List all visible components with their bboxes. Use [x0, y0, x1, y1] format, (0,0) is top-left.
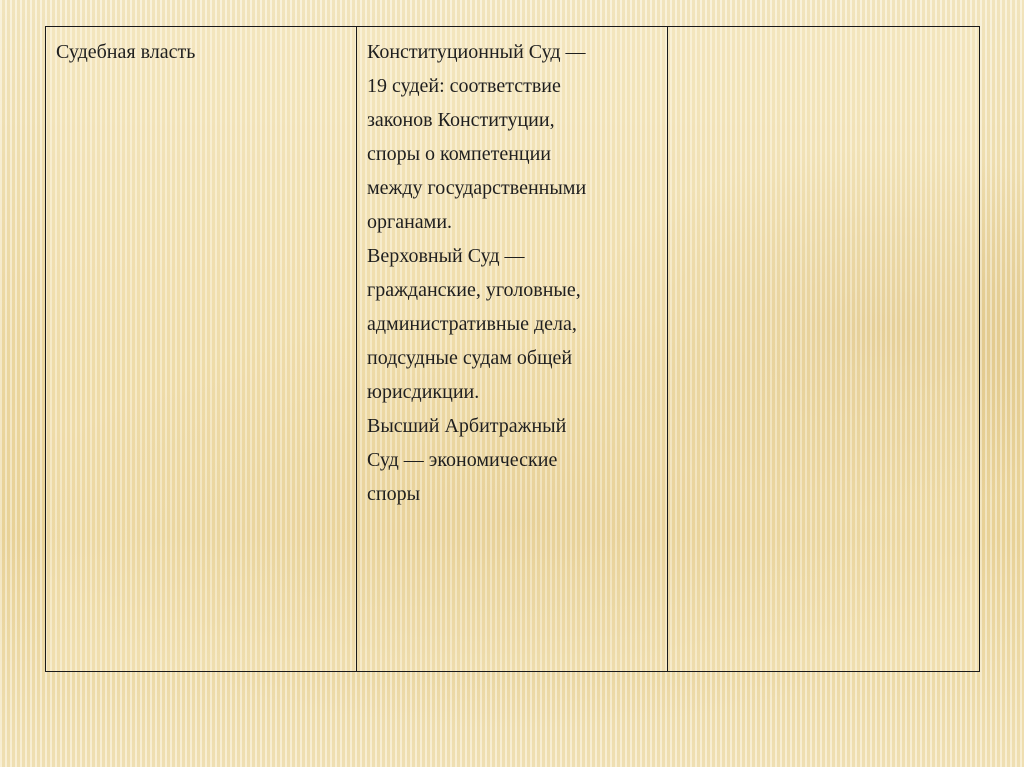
description-line: между государственными — [367, 177, 587, 199]
description-line: споры — [367, 483, 421, 505]
description-line: споры о компетенции — [367, 143, 552, 165]
description-line: гражданские, уголовные, — [367, 279, 581, 301]
description-line: 19 судей: соответствие — [367, 75, 561, 97]
description-line: законов Конституции, — [367, 109, 555, 131]
branch-label: Судебная власть — [56, 41, 196, 63]
description-line: органами. — [367, 211, 453, 233]
description-line: юрисдикции. — [367, 381, 480, 403]
description-line: административные дела, — [367, 313, 577, 335]
description-line: Высший Арбитражный — [367, 415, 567, 437]
description-line: подсудные судам общей — [367, 347, 573, 369]
description-line: Суд — экономические — [367, 449, 558, 471]
content-table — [45, 26, 980, 672]
empty-cell — [668, 27, 980, 672]
description-line: Конституционный Суд — — [367, 41, 586, 63]
table-row — [46, 27, 980, 672]
description-cell — [357, 27, 668, 672]
description-line: Верховный Суд — — [367, 245, 525, 267]
branch-cell — [46, 27, 357, 672]
